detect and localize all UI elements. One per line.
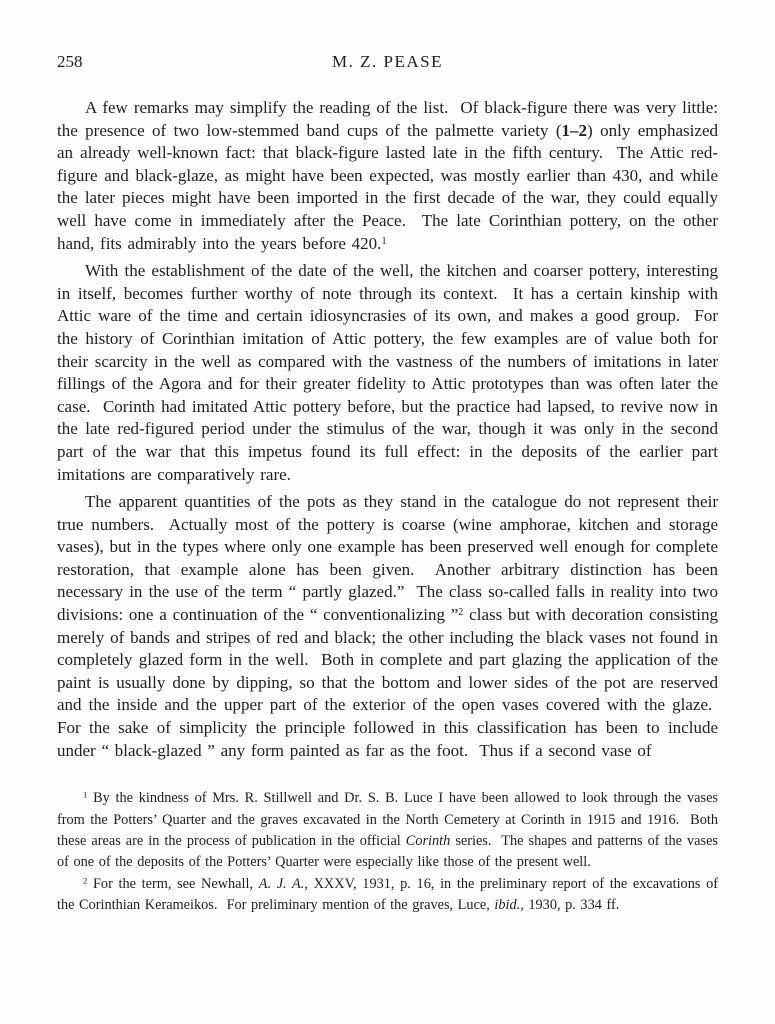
- text-segment: class but with decoration consisting merely of bands and stripes of red and black; the other including the black vases not found in completely glazed form in the well. Both in complete and part glazing the application of the paint is usually done by dipping, so that the bottom and lower sides of the pot are reserved and the inside and the upper part of the exterior of the open vases covered with the glaze. For the sake of simplicity the principle followed in this classification has been to include under “ black-glazed ” any form painted as far as the foot. Thus if a second vase of: [57, 605, 718, 760]
- text-segment: XXXV, 1931, p. 16, in the preliminary report of the excavations of the Corinthian Kerameikos. For preliminary mention of the graves, Luce,: [57, 875, 719, 914]
- page-number: 258: [57, 52, 83, 71]
- body-paragraph: [57, 491, 718, 762]
- emphasis-text: ibid.,: [494, 897, 524, 914]
- footnote-marker: 2: [83, 875, 88, 886]
- emphasis-text: Corinth: [405, 833, 451, 850]
- footnote: [57, 788, 718, 874]
- text-segment: With the establishment of the date of the well, the kitchen and coarser pottery, interesting in itself, becomes further worthy of note through its context. It has a certain kinship with Attic ware of the time and certain idiosyncrasies of its own, and makes a good group. For the history of Corinthian imitation of Attic pottery, the few examples are of value both for their scarcity in the well as compared with the vastness of the numbers of imitations in later fillings of the Agora and for their greater fidelity to Attic prototypes than was often later the case. Corinth had imitated Attic pottery before, but the practice had lapsed, to revive now in the late red-figured period under the stimulus of the war, though it was only in the second part of the war that this impetus found its full effect: in the deposits of the earlier part imitations are comparatively rare.: [57, 261, 718, 484]
- text-segment: series. The shapes and patterns of the vases of one of the deposits of the Potters’ Quarter were especially like those of the present well.: [57, 833, 718, 871]
- text-segment: A few remarks may simplify the reading of the list. Of black-figure there was very little: the presence of two low-stemmed band cups of the palmette variety (: [57, 98, 718, 140]
- footnote-marker: 2: [458, 606, 464, 618]
- page-header: [57, 52, 718, 73]
- footnotes: [57, 788, 718, 916]
- footnote-marker: 1: [381, 235, 387, 247]
- body-paragraph: [57, 97, 718, 255]
- running-head: M. Z. PEASE: [332, 52, 443, 71]
- emphasis-text: 1–2: [561, 120, 588, 140]
- footnote: [57, 874, 718, 917]
- emphasis-text: A. J. A.,: [258, 875, 308, 892]
- footnote-marker: 1: [83, 789, 88, 800]
- text-segment: For the term, see Newhall,: [87, 875, 259, 892]
- body-paragraph: [57, 260, 718, 486]
- text-segment: The apparent quantities of the pots as they stand in the catalogue do not represent their true numbers. Actually most of the pottery is coarse (wine amphorae, kitchen and storage vases), but in the types where only one example has been preserved well enough for complete restoration, that example alone has been given. Another arbitrary distinction has been necessary in the use of the term “ partly glazed.” The class so-called falls in reality into two divisions: one a continuation of the “ conventionalizing ”: [57, 492, 718, 625]
- body-text: [57, 97, 718, 762]
- text-segment: 1930, p. 334 ff.: [523, 897, 620, 914]
- text-segment: By the kindness of Mrs. R. Stillwell and Dr. S. B. Luce I have been allowed to look through the vases from the Potters’ Quarter and the graves excavated in the North Cemetery at Corinth in 1915 and 1916. Both these areas are in the process of publication in the official: [57, 790, 718, 850]
- text-segment: ) only emphasized an already well-known fact: that black-figure lasted late in the fifth century. The Attic red-figure and black-glaze, as might have been expected, was mostly earlier than 430, and while the later pieces might have been imported in the first decade of the war, they could equally well have come in immediately after the Peace. The late Corinthian pottery, on the other hand, fits admirably into the years before 420.: [57, 120, 718, 253]
